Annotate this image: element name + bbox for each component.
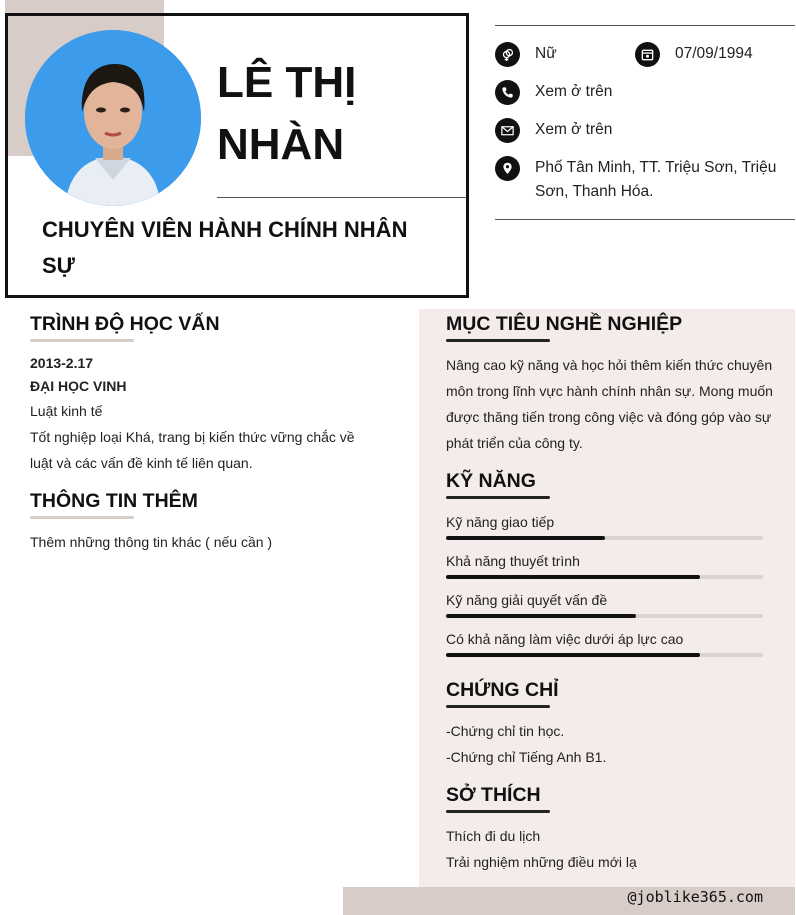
contact-top-divider <box>495 25 795 26</box>
education-description: Tốt nghiệp loại Khá, trang bị kiến thức vững chắc về luật và các vấn đề kinh tế liên quan. <box>30 429 355 471</box>
phone-value: Xem ở trên <box>535 83 613 100</box>
contact-bottom-divider <box>495 219 795 220</box>
education-title: TRÌNH ĐỘ HỌC VẤN <box>30 313 220 335</box>
skill-label: Kỹ năng giao tiếp <box>446 514 555 530</box>
skill-bar-fill <box>446 653 700 657</box>
job-title: CHUYÊN VIÊN HÀNH CHÍNH NHÂN SỰ <box>42 217 408 278</box>
hobby-item: Thích đi du lịch <box>446 828 541 844</box>
skill-bar <box>446 536 763 540</box>
skill-label: Kỹ năng giải quyết vấn đề <box>446 592 608 608</box>
hobby-item: Trải nghiệm những điều mới lạ <box>446 854 637 870</box>
skill-bar-fill <box>446 575 700 579</box>
address-value: Phố Tân Minh, TT. Triệu Sơn, Triệu Sơn, Thanh Hóa. <box>535 159 777 200</box>
education-major: Luật kinh tế <box>30 403 103 419</box>
extra-info-text: Thêm những thông tin khác ( nếu cần ) <box>30 534 273 550</box>
objective-text: Nâng cao kỹ năng và học hỏi thêm kiến thức chuyên môn trong lĩnh vực hành chính nhân sự. Mong muốn được thăng tiến trong công việc và đóng góp vào sự phát triển của công ty. <box>446 357 773 451</box>
skill-label: Khả năng thuyết trình <box>446 553 580 569</box>
watermark-text: @joblike365.com <box>627 888 763 906</box>
candidate-name: LÊ THỊ NHÀN <box>217 58 357 169</box>
extra-info-underline <box>30 516 134 519</box>
skills-title: KỸ NĂNG <box>446 470 536 492</box>
certificates-title: CHỨNG CHỈ <box>446 679 559 701</box>
birthday-value: 07/09/1994 <box>675 45 753 62</box>
profile-photo <box>25 30 201 206</box>
avatar <box>25 30 201 206</box>
objective-title: MỤC TIÊU NGHỀ NGHIỆP <box>446 313 683 335</box>
hobbies-title: SỞ THÍCH <box>446 784 541 806</box>
email-value: Xem ở trên <box>535 121 613 138</box>
extra-info-title: THÔNG TIN THÊM <box>30 490 198 512</box>
objective-underline <box>446 339 550 342</box>
skill-bar <box>446 575 763 579</box>
certificates-underline <box>446 705 550 708</box>
gender-icon <box>495 42 520 67</box>
email-icon <box>495 118 520 143</box>
skill-bar-fill <box>446 614 636 618</box>
education-underline <box>30 339 134 342</box>
hobbies-underline <box>446 810 550 813</box>
calendar-icon <box>635 42 660 67</box>
skill-bar <box>446 653 763 657</box>
name-divider <box>217 197 466 198</box>
skills-underline <box>446 496 550 499</box>
phone-icon <box>495 80 520 105</box>
certificate-item: -Chứng chỉ Tiếng Anh B1. <box>446 749 607 765</box>
skill-bar <box>446 614 763 618</box>
location-icon <box>495 156 520 181</box>
gender-value: Nữ <box>535 45 557 62</box>
education-school: ĐẠI HỌC VINH <box>30 378 127 394</box>
skill-label: Có khả năng làm việc dưới áp lực cao <box>446 631 684 647</box>
skill-bar-fill <box>446 536 605 540</box>
certificate-item: -Chứng chỉ tin học. <box>446 723 565 739</box>
education-period: 2013-2.17 <box>30 355 94 371</box>
